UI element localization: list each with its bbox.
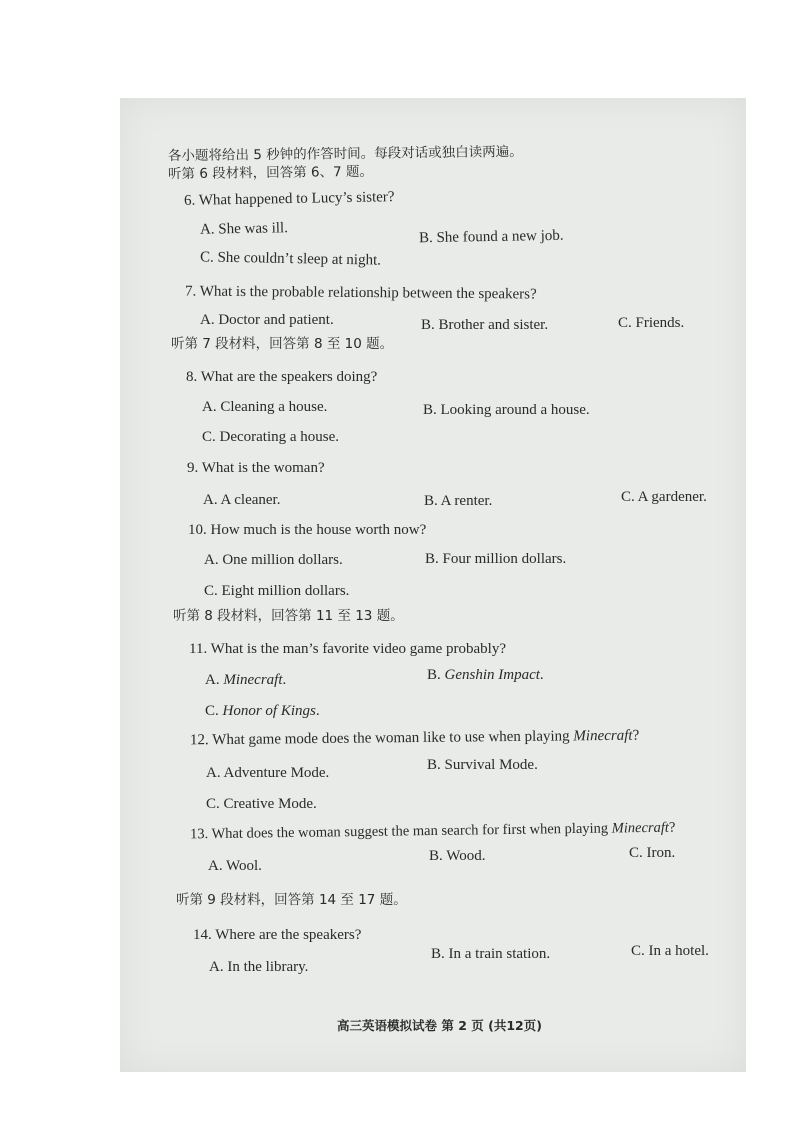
question-12-stem: 12. What game mode does the woman like to use when playing Minecraft? (189, 727, 640, 749)
section-9-heading: 听第 9 段材料，回答第 14 至 17 题。 (176, 892, 407, 908)
question-12-option-c: C. Creative Mode. (206, 796, 317, 812)
question-14-stem: 14. Where are the speakers? (193, 927, 362, 943)
question-6-option-c: C. She couldn’t sleep at night. (199, 249, 382, 269)
question-13-stem: 13. What does the woman suggest the man search for first when playing Minecraft? (189, 819, 676, 843)
question-7-option-b: B. Brother and sister. (421, 317, 549, 333)
question-13-option-a: A. Wool. (208, 858, 262, 874)
question-9-option-b: B. A renter. (424, 493, 493, 509)
question-9-option-c: C. A gardener. (621, 489, 707, 505)
question-9-stem: 9. What is the woman? (187, 460, 325, 476)
section-6-heading: 听第 6 段材料，回答第 6、7 题。 (167, 163, 374, 183)
section-8-heading: 听第 8 段材料，回答第 11 至 13 题。 (173, 608, 404, 624)
question-11-option-a: A. Minecraft. (205, 672, 287, 688)
section-7-heading: 听第 7 段材料，回答第 8 至 10 题。 (171, 336, 394, 352)
question-8-option-a: A. Cleaning a house. (202, 399, 328, 415)
question-6-stem: 6. What happened to Lucy’s sister? (183, 189, 395, 209)
question-7-stem: 7. What is the probable relationship between the speakers? (184, 283, 537, 303)
question-10-stem: 10. How much is the house worth now? (188, 522, 427, 538)
question-11-option-b: B. Genshin Impact. (427, 667, 544, 683)
question-10-option-a: A. One million dollars. (204, 552, 343, 568)
question-10-option-b: B. Four million dollars. (425, 551, 567, 567)
instruction-line: 各小题将给出 5 秒钟的作答时间。每段对话或独白读两遍。 (167, 143, 523, 165)
question-6-option-b: B. She found a new job. (418, 227, 564, 247)
question-12-option-b: B. Survival Mode. (427, 757, 538, 773)
question-8-stem: 8. What are the speakers doing? (186, 369, 378, 385)
question-14-option-b: B. In a train station. (431, 946, 551, 962)
question-9-option-a: A. A cleaner. (203, 492, 281, 508)
page-footer: 高三英语模拟试卷 第 2 页 (共12页) (337, 1018, 542, 1033)
question-14-option-a: A. In the library. (209, 959, 309, 975)
question-10-option-c: C. Eight million dollars. (204, 583, 350, 599)
question-7-option-c: C. Friends. (618, 315, 685, 331)
question-11-stem: 11. What is the man’s favorite video game probably? (189, 641, 506, 657)
question-11-option-c: C. Honor of Kings. (205, 703, 320, 719)
question-13-option-b: B. Wood. (429, 848, 486, 864)
question-13-option-c: C. Iron. (629, 845, 676, 861)
question-6-option-a: A. She was ill. (199, 220, 289, 238)
question-7-option-a: A. Doctor and patient. (200, 312, 334, 328)
question-12-option-a: A. Adventure Mode. (206, 765, 330, 781)
question-8-option-b: B. Looking around a house. (423, 402, 590, 418)
question-14-option-c: C. In a hotel. (631, 943, 709, 959)
question-8-option-c: C. Decorating a house. (202, 429, 340, 445)
